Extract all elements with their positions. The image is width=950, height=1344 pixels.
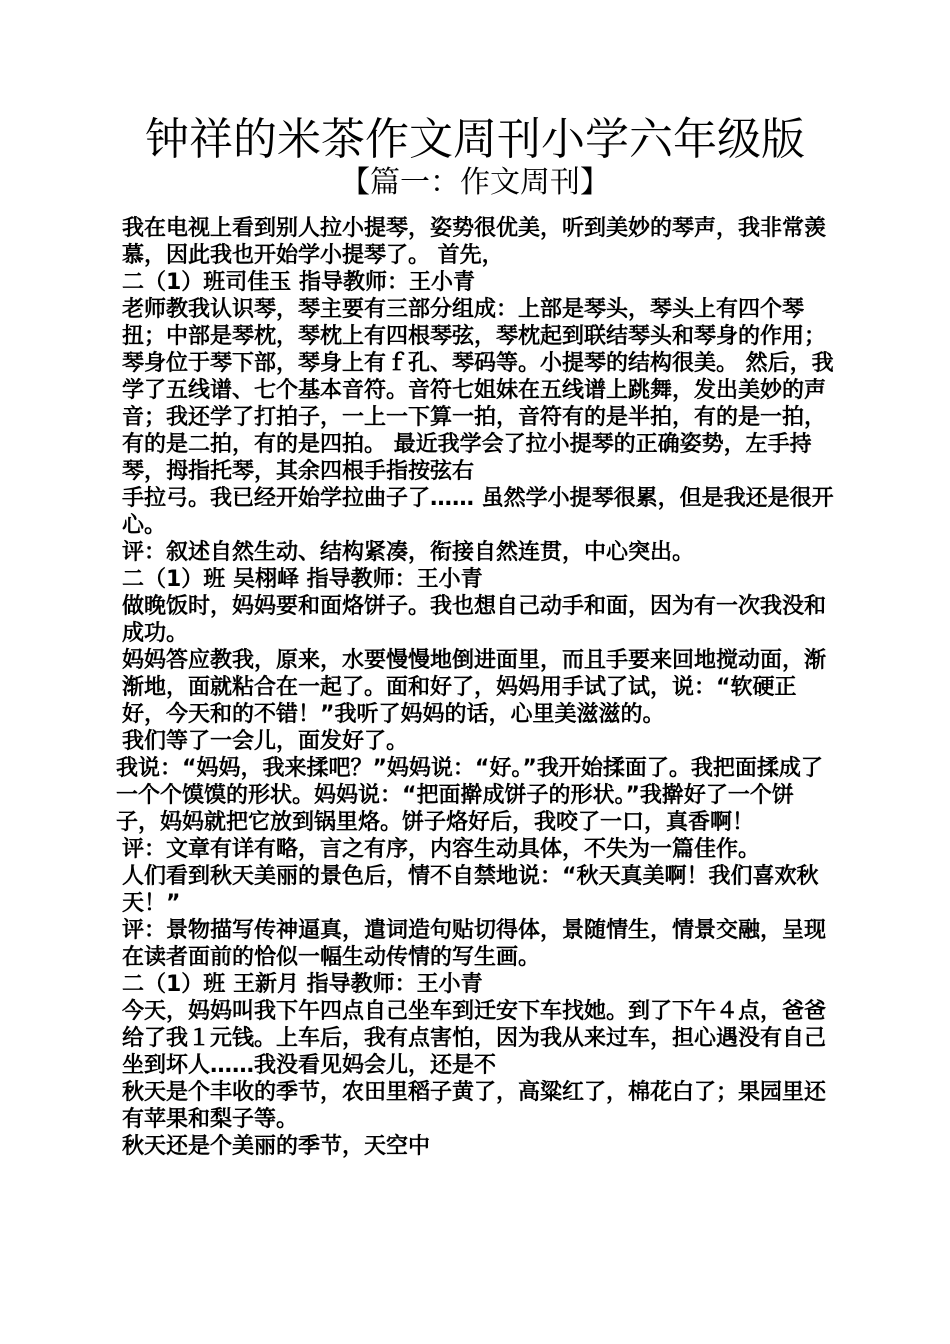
author-line: 二（1）班司佳玉 指导教师：王小青 xyxy=(122,270,475,295)
paragraph: 妈妈答应教我，原来，水要慢慢地倒进面里，而且手要来回地搅动面，渐渐地，面就粘合在一起了。面和好了，妈妈用手试了试，说：“软硬正好，今天和的不错！”我听了妈妈的话，心里美滋滋的。 xyxy=(122,648,827,727)
paragraph: 人们看到秋天美丽的景色后，情不自禁地说：“秋天真美啊！我们喜欢秋天！” xyxy=(122,864,819,916)
paragraph: 我们等了一会儿，面发好了。 xyxy=(122,729,409,754)
author-line: 二（1）班 王新月 指导教师：王小青 xyxy=(122,972,483,997)
paragraph: 做晚饭时，妈妈要和面烙饼子。我也想自己动手和面，因为有一次我没和成功。 xyxy=(122,594,827,646)
comment-line: 评：景物描写传神逼真，遣词造句贴切得体，景随情生，情景交融，呈现在读者面前的恰似一幅生动传情的写生画。 xyxy=(122,918,827,970)
paragraph: 手拉弓。我已经开始学拉曲子了…… 虽然学小提琴很累，但是我还是很开心。 xyxy=(122,486,834,538)
paragraph: 老师教我认识琴，琴主要有三部分组成：上部是琴头，琴头上有四个琴扭；中部是琴枕，琴枕上有四根琴弦，琴枕起到联结琴头和琴身的作用；琴身位于琴下部，琴身上有ｆ孔、琴码等。小提琴的结构很美。 然后，我学了五线谱、七个基本音符。音符七姐妹在五线谱上跳舞，发出美妙的声音；我还学了打拍子，一上一下算一拍，音符有的是半拍，有的是一拍，有的是二拍，有的是四拍。 最近我学会了拉小提琴的正确姿势，左手持琴，拇指托琴，其余四根手指按弦右 xyxy=(122,297,834,484)
document-body xyxy=(116,215,836,1160)
paragraph: 我在电视上看到别人拉小提琴，姿势很优美，听到美妙的琴声，我非常羡慕，因此我也开始学小提琴了。 首先， xyxy=(122,216,827,268)
paragraph: 秋天还是个美丽的季节，天空中 xyxy=(122,1134,431,1159)
author-line: 二（1）班 吴栩峄 指导教师：王小青 xyxy=(122,567,483,592)
comment-line: 评：叙述自然生动、结构紧凑，衔接自然连贯，中心突出。 xyxy=(122,540,695,565)
document-title: 钟祥的米茶作文周刊小学六年级版 xyxy=(145,114,805,165)
document-subtitle: 【篇一：作文周刊】 xyxy=(340,165,610,200)
paragraph: 我说：“妈妈，我来揉吧？”妈妈说：“好。”我开始揉面了。我把面揉成了一个个馍馍的形状。妈妈说：“把面擀成饼子的形状。”我擀好了一个饼子，妈妈就把它放到锅里烙。饼子烙好后，我咬了一口，真香啊！ xyxy=(116,756,823,835)
comment-line: 评：文章有详有略，言之有序，内容生动具体，不失为一篇佳作。 xyxy=(122,837,761,862)
paragraph: 秋天是个丰收的季节，农田里稻子黄了，高粱红了，棉花白了；果园里还有苹果和梨子等。 xyxy=(122,1080,827,1132)
paragraph: 今天，妈妈叫我下午四点自己坐车到迁安下车找她。到了下午４点，爸爸给了我１元钱。上车后，我有点害怕，因为我从来过车，担心遇没有自己坐到坏人……我没看见妈会儿，还是不 xyxy=(122,999,827,1078)
